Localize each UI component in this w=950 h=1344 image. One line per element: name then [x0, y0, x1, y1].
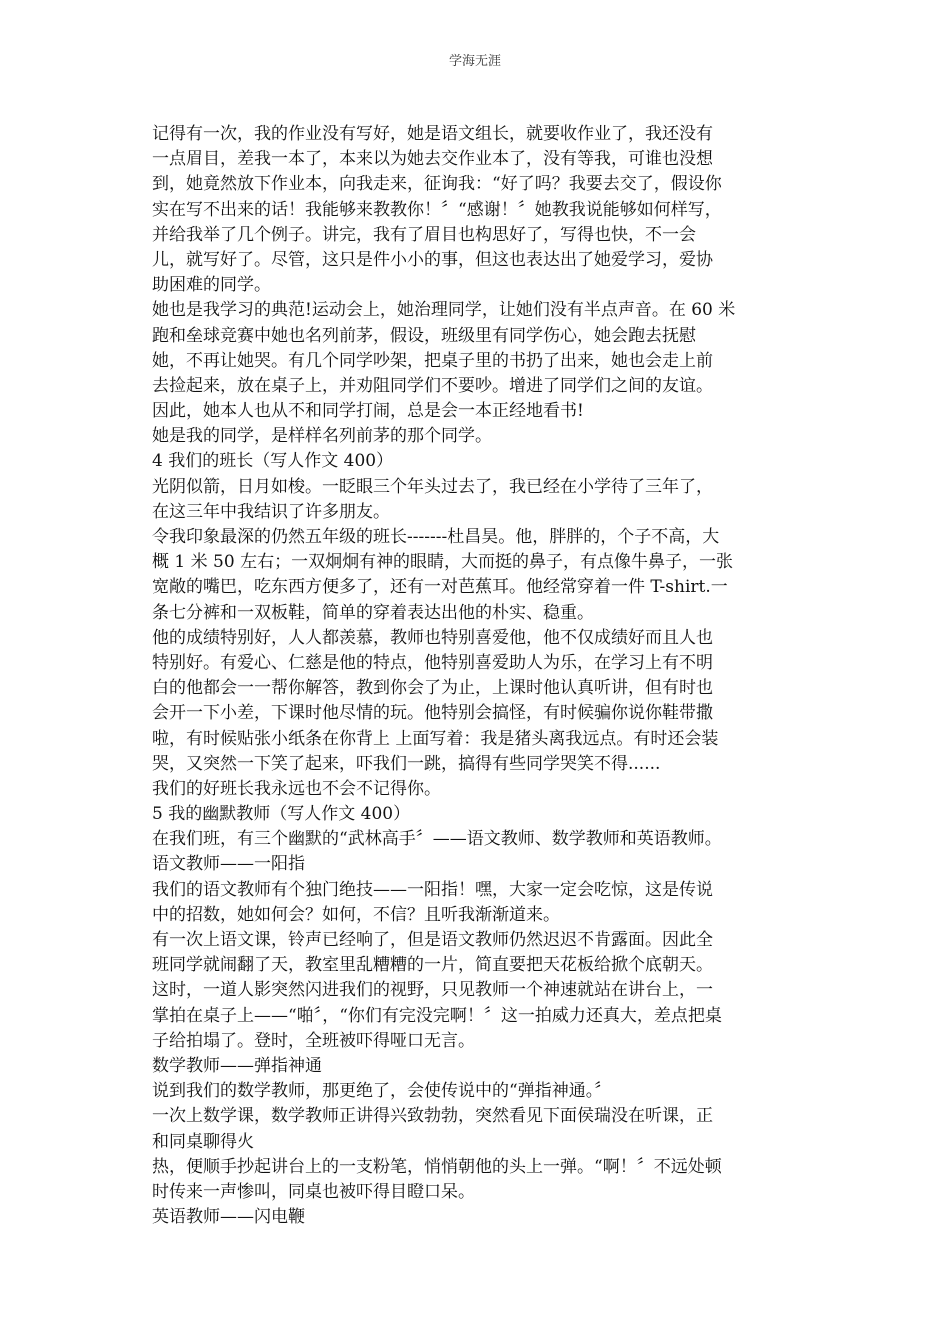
text-line: 4 我们的班长（写人作文 400）: [152, 451, 394, 472]
text-line: 一点眉目，差我一本了，本来以为她去交作业本了，没有等我，可谁也没想: [152, 149, 713, 170]
text-line: 她，不再让她哭。有几个同学吵架，把桌子里的书扔了出来，她也会走上前: [152, 350, 713, 371]
text-line: 她是我的同学，是样样名列前茅的那个同学。: [152, 426, 492, 447]
text-line: 一次上数学课，数学教师正讲得兴致勃勃，突然看见下面侯瑞没在听课，正: [152, 1106, 713, 1127]
text-line: 热，便顺手抄起讲台上的一支粉笔，悄悄朝他的头上一弹。“啊！〞不远处顿: [152, 1156, 722, 1177]
text-line: 并给我举了几个例子。讲完，我有了眉目也构思好了，写得也快，不一会: [152, 224, 696, 245]
text-line: 啦，有时候贴张小纸条在你背上 上面写着：我是猪头离我远点。有时还会装: [152, 728, 719, 749]
text-line: 说到我们的数学教师，那更绝了，会使传说中的“弹指神通。〞: [152, 1081, 612, 1102]
text-line: 光阴似箭，日月如梭。一眨眼三个年头过去了，我已经在小学待了三年了，: [152, 476, 713, 497]
text-line: 助困难的同学。: [152, 275, 271, 296]
text-line: 我们的语文教师有个独门绝技——一阳指！嘿，大家一定会吃惊，这是传说: [152, 879, 713, 900]
page-header: 学海无涯: [448, 54, 501, 69]
text-line: 条七分裤和一双板鞋，简单的穿着表达出他的朴实、稳重。: [152, 602, 594, 623]
text-line: 中的招数，她如何会？如何，不信？且听我渐渐道来。: [152, 904, 560, 925]
text-line: 她也是我学习的典范!运动会上，她治理同学，让她们没有半点声音。在 60 米: [152, 300, 736, 321]
text-line: 儿，就写好了。尽管，这只是件小小的事，但这也表达出了她爱学习，爱协: [152, 249, 713, 270]
text-line: 班同学就闹翻了天，教室里乱糟糟的一片，简直要把天花板给掀个底朝天。: [152, 955, 713, 976]
text-line: 有一次上语文课，铃声已经响了，但是语文教师仍然迟迟不肯露面。因此全: [152, 930, 713, 950]
text-line: 哭，又突然一下笑了起来，吓我们一跳，搞得有些同学哭笑不得......: [152, 753, 661, 774]
text-line: 掌拍在桌子上——“啪〞，“你们有完没完啊！〞这一拍威力还真大，差点把桌: [152, 1005, 722, 1026]
text-line: 特别好。有爱心、仁慈是他的特点，他特别喜爱助人为乐，在学习上有不明: [152, 652, 713, 673]
text-line: 去捡起来，放在桌子上，并劝阻同学们不要吵。增进了同学们之间的友谊。: [152, 375, 713, 396]
text-line: 在这三年中我结识了许多朋友。: [152, 501, 390, 522]
text-line: 5 我的幽默教师（写人作文 400）: [152, 804, 411, 825]
text-line: 和同桌聊得火: [152, 1131, 254, 1152]
text-line: 实在写不出来的话！我能够来教教你！〞“感谢！〞她教我说能够如何样写，: [152, 199, 722, 220]
text-line: 英语教师——闪电鞭: [152, 1207, 305, 1228]
text-line: 跑和垒球竞赛中她也名列前茅，假设，班级里有同学伤心，她会跑去抚慰: [152, 325, 696, 346]
text-line: 概 1 米 50 左右；一双炯炯有神的眼睛，大而挺的鼻子，有点像牛鼻子，一张: [152, 552, 734, 573]
text-line: 白的他都会一一帮你解答，教到你会了为止，上课时他认真听讲，但有时也: [152, 678, 713, 699]
text-line: 时传来一声惨叫，同桌也被吓得目瞪口呆。: [152, 1181, 475, 1202]
text-line: 这时，一道人影突然闪进我们的视野，只见教师一个神速就站在讲台上，一: [152, 980, 713, 1001]
text-line: 令我印象最深的仍然五年级的班长-------杜昌昊。他，胖胖的，个子不高，大: [152, 527, 720, 547]
text-line: 语文教师——一阳指: [152, 854, 305, 875]
essay-body: [152, 122, 802, 1230]
text-line: 他的成绩特别好，人人都羡慕，教师也特别喜爱他，他不仅成绩好而且人也: [152, 627, 713, 648]
text-line: 因此，她本人也从不和同学打闹，总是会一本正经地看书!: [152, 401, 584, 422]
text-line: 子给拍塌了。登时，全班被吓得哑口无言。: [152, 1030, 475, 1051]
text-line: 记得有一次，我的作业没有写好，她是语文组长，就要收作业了，我还没有: [152, 124, 713, 144]
text-line: 会开一下小差，下课时他尽情的玩。他特别会搞怪，有时候骗你说你鞋带撒: [152, 703, 713, 724]
text-line: 我们的好班长我永远也不会不记得你。: [152, 778, 441, 799]
text-line: 在我们班，有三个幽默的“武林高手〞——语文教师、数学教师和英语教师。: [152, 829, 722, 850]
text-line: 到，她竟然放下作业本，向我走来，征询我：“好了吗？我要去交了，假设你: [152, 174, 722, 195]
text-line: 宽敞的嘴巴，吃东西方便多了，还有一对芭蕉耳。他经常穿着一件 T-shirt.一: [152, 577, 728, 598]
text-line: 数学教师——弹指神通: [152, 1055, 322, 1076]
